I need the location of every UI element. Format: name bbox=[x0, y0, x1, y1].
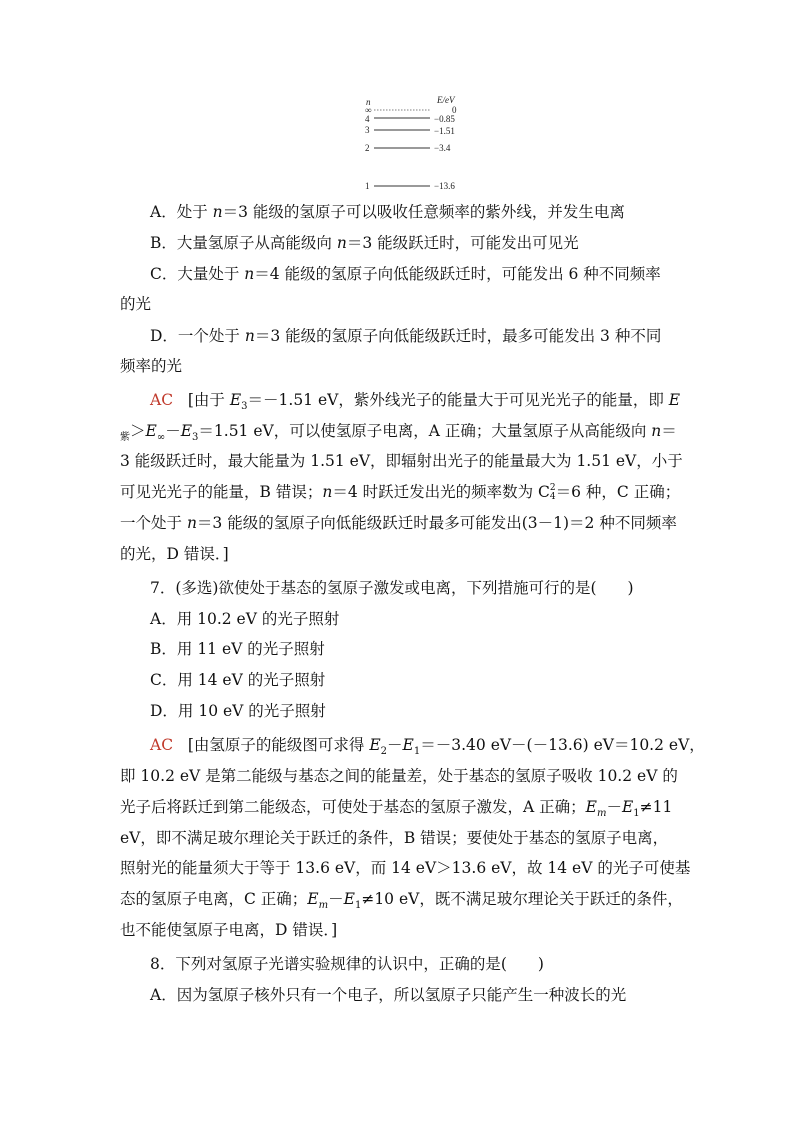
diagram-e-label: E/eV bbox=[437, 95, 455, 105]
q6-option-d: D．一个处于 n＝3 能级的氢原子向低能级跃迁时，最多可能发出 3 种不同 bbox=[150, 327, 662, 345]
q6-option-c: C．大量处于 n＝4 能级的氢原子向低能级跃迁时，可能发出 6 种不同频率 bbox=[150, 265, 661, 283]
level-n-inf: ∞ bbox=[365, 105, 372, 115]
level-e-4: −0.85 bbox=[434, 114, 455, 124]
q7-explanation-2: 即 10.2 eV 是第二能级与基态之间的能量差，处于基态的氢原子吸收 10.2 eV 的 bbox=[120, 767, 678, 785]
q7-option-b: B．用 11 eV 的光子照射 bbox=[150, 640, 325, 658]
q8-option-a: A．因为氢原子核外只有一个电子，所以氢原子只能产生一种波长的光 bbox=[150, 986, 627, 1004]
q6-explanation-5: 一个处于 n＝3 能级的氢原子向低能级跃迁时最多可能发出(3－1)＝2 种不同频率 bbox=[120, 514, 677, 532]
q6-explanation-4: 可见光光子的能量，B 错误；n＝4 时跃迁发出光的频率数为 C 2 4 ＝6 种，C 正确； bbox=[120, 483, 681, 502]
level-n-2: 2 bbox=[365, 143, 370, 153]
q7-explanation-7: 也不能使氢原子电离，D 错误．] bbox=[120, 921, 338, 939]
level-e-3: −1.51 bbox=[434, 126, 455, 136]
q6-option-c-cont: 的光 bbox=[120, 295, 152, 313]
q7-stem: 7．(多选)欲使处于基态的氢原子激发或电离，下列措施可行的是( ) bbox=[150, 579, 634, 597]
q7-explanation-4: eV，即不满足玻尔理论关于跃迁的条件，B 错误；要使处于基态的氢原子电离， bbox=[120, 829, 669, 847]
q7-option-c: C．用 14 eV 的光子照射 bbox=[150, 671, 326, 689]
level-n-1: 1 bbox=[365, 181, 370, 191]
level-n-4: 4 bbox=[365, 114, 370, 124]
level-e-inf: 0 bbox=[452, 105, 457, 115]
q6-option-d-cont: 频率的光 bbox=[120, 357, 183, 375]
q7-explanation-1: AC [由氢原子的能级图可求得 $E_2-E_1=-3.40$ eV－(－13.6) eV＝10.2 eV， bbox=[150, 736, 705, 758]
q7-explanation-3: 光子后将跃迁到第二能级态，可使处于基态的氢原子激发，A 正确；$E_m-E_1\ne 11$ bbox=[120, 798, 673, 820]
q7-explanation-5: 照射光的能量须大于等于 13.6 eV，而 14 eV＞13.6 eV，故 14 eV 的光子可使基 bbox=[120, 859, 691, 877]
q6-explanation-2: $_紫>E_\infty-E_3=1.51$ eV，可以使氢原子电离，A 正确；大量氢原子从高能级向 n＝ bbox=[120, 422, 677, 444]
level-n-3: 3 bbox=[365, 125, 370, 135]
q6-option-a: A．处于 n＝3 能级的氢原子可以吸收任意频率的紫外线，并发生电离 bbox=[150, 203, 625, 221]
q7-option-d: D．用 10 eV 的光子照射 bbox=[150, 702, 326, 720]
energy-level-diagram bbox=[360, 95, 470, 195]
q6-explanation-1: AC [由于 $E_3=-1.51$ eV，紫外线光子的能量大于可见光光子的能量，即 E bbox=[150, 391, 681, 413]
level-e-2: −3.4 bbox=[434, 143, 451, 153]
level-e-1: −13.6 bbox=[434, 181, 455, 191]
q7-explanation-6: 态的氢原子电离，C 正确；$E_m-E_1\ne 10$ eV，既不满足玻尔理论关于跃迁的条件， bbox=[120, 890, 683, 912]
q6-explanation-3: 3 能级跃迁时，最大能量为 1.51 eV，即辐射出光子的能量最大为 1.51 eV，小于 bbox=[120, 452, 683, 470]
q8-stem: 8．下列对氢原子光谱实验规律的认识中，正确的是( ) bbox=[150, 955, 544, 973]
diagram-n-label: n bbox=[366, 97, 371, 107]
q6-explanation-6: 的光，D 错误．] bbox=[120, 545, 229, 563]
q7-answer: AC bbox=[150, 736, 174, 754]
q7-option-a: A．用 10.2 eV 的光子照射 bbox=[150, 610, 340, 628]
q6-option-b: B．大量氢原子从高能级向 n＝3 能级跃迁时，可能发出可见光 bbox=[150, 234, 579, 252]
q6-answer: AC bbox=[150, 391, 174, 409]
